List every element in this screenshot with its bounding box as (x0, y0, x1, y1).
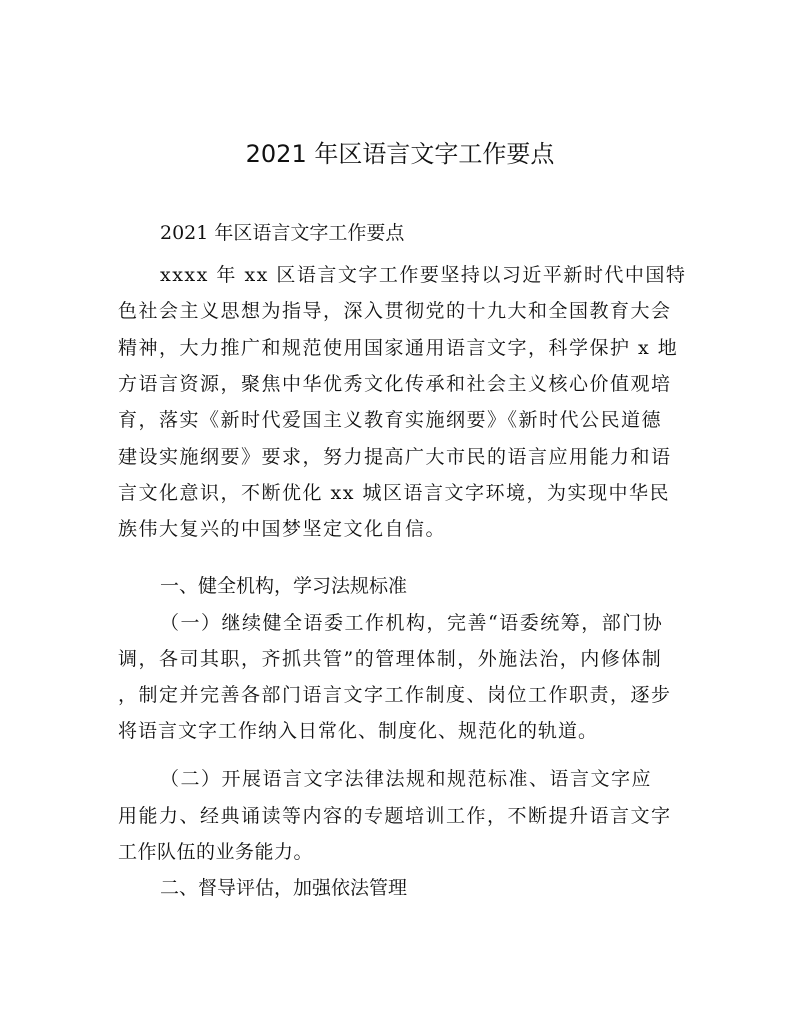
section-heading: 二、督导评估，加强依法管理 (160, 877, 408, 899)
body-line: 方语言资源，聚焦中华优秀文化传承和社会主义核心价值观培 (118, 373, 672, 395)
body-line: 言文化意识，不断优化 xx 城区语言文字环境，为实现中华民 (118, 482, 671, 504)
body-line: 用能力、经典诵读等内容的专题培训工作，不断提升语言文字 (118, 805, 672, 827)
body-line: 工作队伍的业务能力。 (118, 841, 314, 863)
body-line: （一）继续健全语委工作机构，完善“语委统筹，部门协 (160, 612, 664, 634)
body-line: 调，各司其职，齐抓共管”的管理体制，外施法治，内修体制 (118, 648, 663, 670)
body-line: 族伟大复兴的中国梦坚定文化自信。 (118, 518, 447, 540)
body-line: 育，落实《新时代爱国主义教育实施纲要》《新时代公民道德 (118, 409, 663, 431)
body-line: 色社会主义思想为指导，深入贯彻党的十九大和全国教育大会 (118, 300, 672, 322)
body-line: 建设实施纲要》要求，努力提高广大市民的语言应用能力和语 (118, 446, 672, 468)
subtitle-line: 2021 年区语言文字工作要点 (160, 222, 405, 244)
body-line: xxxx 年 xx 区语言文字工作要坚持以习近平新时代中国特 (160, 264, 687, 286)
body-line: ，制定并完善各部门语言文字工作制度、岗位工作职责，逐步 (118, 684, 672, 706)
section-heading: 一、健全机构，学习法规标准 (160, 575, 408, 597)
body-line: 将语言文字工作纳入日常化、制度化、规范化的轨道。 (118, 720, 599, 742)
body-line: 精神，大力推广和规范使用国家通用语言文字，科学保护 x 地 (118, 337, 679, 359)
body-line: （二）开展语言文字法律法规和规范标准、语言文字应 (160, 768, 653, 790)
page-title: 2021 年区语言文字工作要点 (245, 140, 555, 168)
